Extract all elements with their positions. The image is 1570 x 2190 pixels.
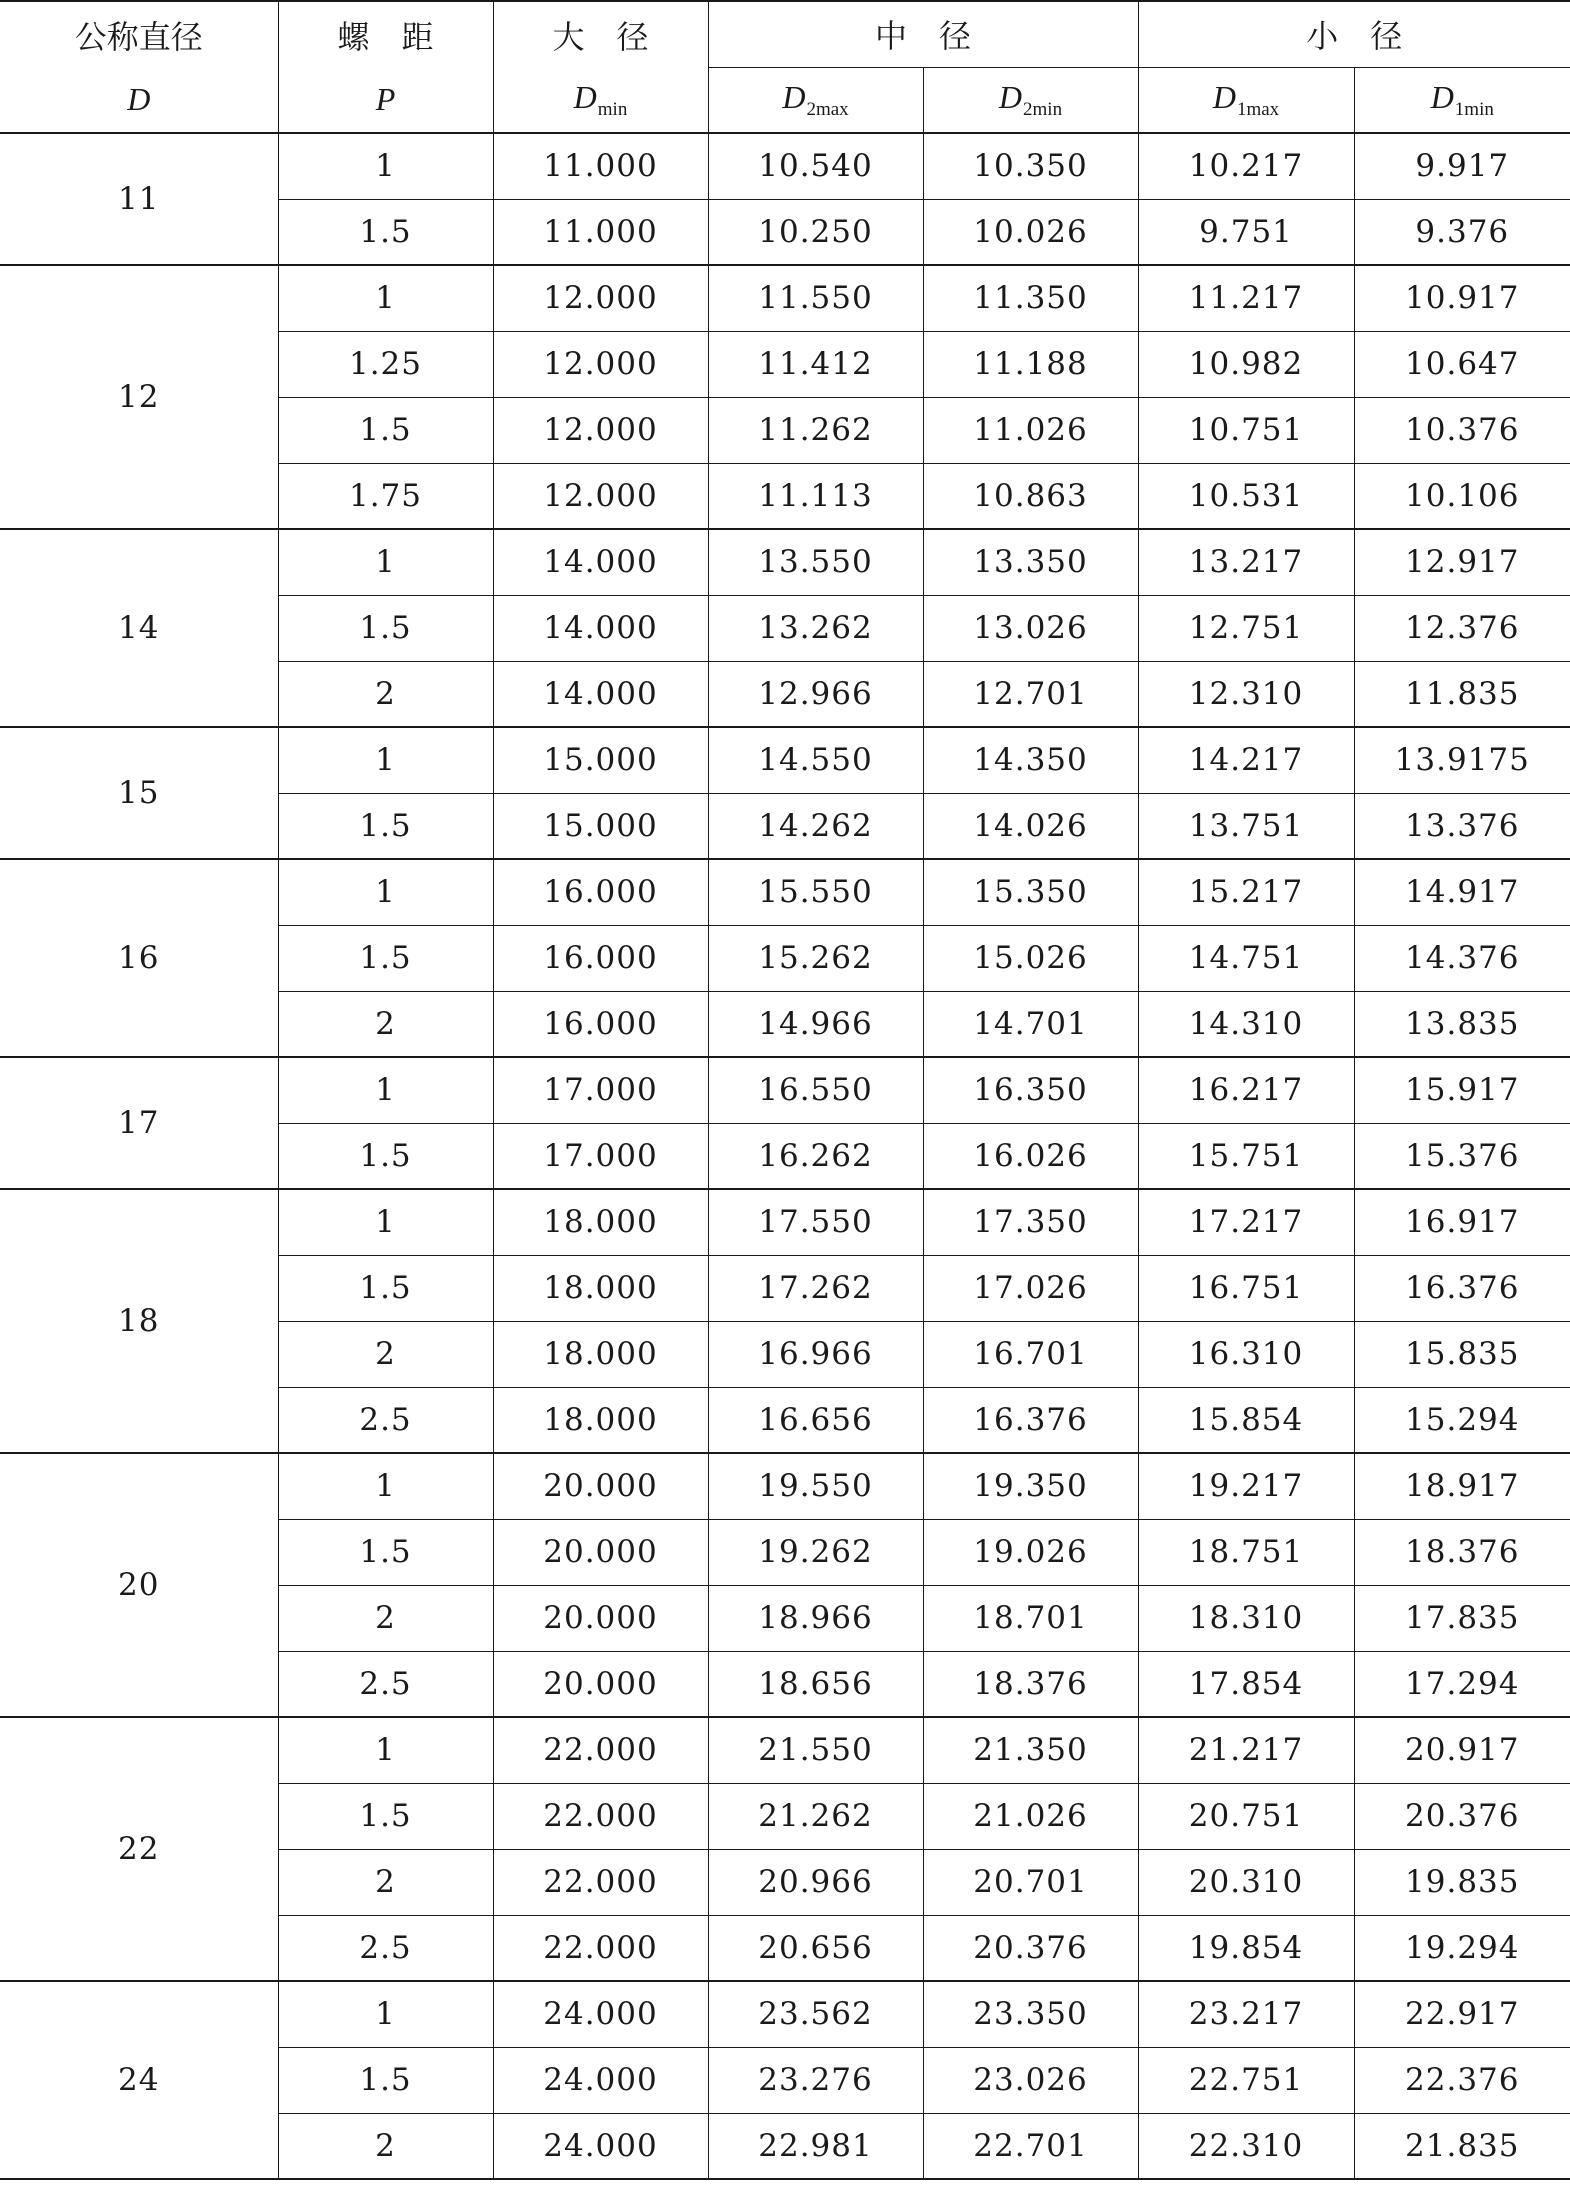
cell-d1min: 16.917 (1354, 1189, 1570, 1255)
cell-nominal-diameter: 16 (0, 859, 278, 1057)
cell-d2max: 20.966 (708, 1849, 923, 1915)
cell-major-min: 20.000 (493, 1519, 708, 1585)
cell-d1max: 22.310 (1138, 2113, 1354, 2179)
cell-pitch: 1.5 (278, 199, 493, 265)
cell-pitch: 1.5 (278, 1783, 493, 1849)
cell-d1min: 17.835 (1354, 1585, 1570, 1651)
cell-d2max: 16.262 (708, 1123, 923, 1189)
header-d1max-symbol: $D_{1max}$ (1138, 67, 1354, 133)
cell-pitch: 1 (278, 1981, 493, 2047)
cell-major-min: 22.000 (493, 1915, 708, 1981)
cell-pitch: 1.5 (278, 925, 493, 991)
cell-d1min: 10.106 (1354, 463, 1570, 529)
cell-d2min: 21.350 (923, 1717, 1138, 1783)
cell-d2max: 19.262 (708, 1519, 923, 1585)
cell-pitch: 1.5 (278, 1255, 493, 1321)
cell-major-min: 16.000 (493, 859, 708, 925)
cell-pitch: 1 (278, 1717, 493, 1783)
cell-d2max: 15.262 (708, 925, 923, 991)
cell-d2min: 16.026 (923, 1123, 1138, 1189)
cell-pitch: 1 (278, 859, 493, 925)
cell-d1min: 12.917 (1354, 529, 1570, 595)
table-row (0, 859, 1570, 925)
cell-d1max: 14.310 (1138, 991, 1354, 1057)
cell-nominal-diameter: 15 (0, 727, 278, 859)
cell-d1min: 19.294 (1354, 1915, 1570, 1981)
cell-d2max: 23.276 (708, 2047, 923, 2113)
table-row (0, 727, 1570, 793)
cell-d2min: 18.376 (923, 1651, 1138, 1717)
header-d2min-symbol: $D_{2min}$ (923, 67, 1138, 133)
cell-d2min: 23.350 (923, 1981, 1138, 2047)
cell-d1min: 17.294 (1354, 1651, 1570, 1717)
cell-pitch: 2 (278, 1585, 493, 1651)
cell-d1min: 13.835 (1354, 991, 1570, 1057)
cell-pitch: 2 (278, 661, 493, 727)
cell-d1max: 13.217 (1138, 529, 1354, 595)
cell-d1min: 15.294 (1354, 1387, 1570, 1453)
cell-d1max: 23.217 (1138, 1981, 1354, 2047)
cell-major-min: 14.000 (493, 529, 708, 595)
cell-d1min: 13.376 (1354, 793, 1570, 859)
cell-d2min: 10.350 (923, 133, 1138, 199)
cell-d2min: 12.701 (923, 661, 1138, 727)
cell-d1min: 10.917 (1354, 265, 1570, 331)
cell-major-min: 14.000 (493, 595, 708, 661)
cell-d2min: 16.376 (923, 1387, 1138, 1453)
cell-d2max: 23.562 (708, 1981, 923, 2047)
cell-d2max: 15.550 (708, 859, 923, 925)
cell-d1max: 12.310 (1138, 661, 1354, 727)
cell-d1min: 18.376 (1354, 1519, 1570, 1585)
cell-d2min: 19.026 (923, 1519, 1138, 1585)
cell-d2min: 22.701 (923, 2113, 1138, 2179)
cell-d2min: 18.701 (923, 1585, 1138, 1651)
table-row (0, 1057, 1570, 1123)
header-nominal-symbol: D (0, 67, 278, 133)
cell-d1max: 21.217 (1138, 1717, 1354, 1783)
cell-d2min: 14.026 (923, 793, 1138, 859)
cell-d2max: 16.550 (708, 1057, 923, 1123)
cell-d1min: 9.917 (1354, 133, 1570, 199)
cell-major-min: 22.000 (493, 1717, 708, 1783)
cell-d1min: 13.9175 (1354, 727, 1570, 793)
table-row (0, 1717, 1570, 1783)
cell-d2max: 20.656 (708, 1915, 923, 1981)
cell-major-min: 16.000 (493, 925, 708, 991)
cell-major-min: 24.000 (493, 1981, 708, 2047)
table-row (0, 1189, 1570, 1255)
cell-d1min: 16.376 (1354, 1255, 1570, 1321)
cell-major-min: 11.000 (493, 199, 708, 265)
cell-d1max: 15.217 (1138, 859, 1354, 925)
cell-d2min: 11.350 (923, 265, 1138, 331)
cell-d2min: 20.701 (923, 1849, 1138, 1915)
cell-d1min: 12.376 (1354, 595, 1570, 661)
cell-d2max: 14.966 (708, 991, 923, 1057)
table-header (0, 1, 1570, 133)
cell-d2min: 11.188 (923, 331, 1138, 397)
cell-major-min: 17.000 (493, 1123, 708, 1189)
cell-d1min: 22.376 (1354, 2047, 1570, 2113)
cell-nominal-diameter: 12 (0, 265, 278, 529)
cell-pitch: 2.5 (278, 1387, 493, 1453)
cell-pitch: 2 (278, 1849, 493, 1915)
cell-d2min: 16.350 (923, 1057, 1138, 1123)
cell-nominal-diameter: 14 (0, 529, 278, 727)
cell-pitch: 1.5 (278, 1123, 493, 1189)
cell-d1min: 14.376 (1354, 925, 1570, 991)
header-nominal-label: 公称直径 (0, 1, 278, 67)
cell-pitch: 1 (278, 1189, 493, 1255)
cell-d1max: 14.217 (1138, 727, 1354, 793)
cell-d2max: 17.262 (708, 1255, 923, 1321)
table-row (0, 1453, 1570, 1519)
header-d1min-symbol: $D_{1min}$ (1354, 67, 1570, 133)
cell-major-min: 20.000 (493, 1585, 708, 1651)
cell-d2max: 11.550 (708, 265, 923, 331)
cell-d2max: 10.540 (708, 133, 923, 199)
cell-d1max: 19.217 (1138, 1453, 1354, 1519)
header-pitch-label: 螺 距 (278, 1, 493, 67)
header-minor-diameter-label: 小 径 (1138, 1, 1570, 67)
cell-pitch: 2 (278, 991, 493, 1057)
cell-d1min: 15.376 (1354, 1123, 1570, 1189)
cell-major-min: 24.000 (493, 2047, 708, 2113)
cell-d1min: 15.917 (1354, 1057, 1570, 1123)
cell-pitch: 2.5 (278, 1651, 493, 1717)
cell-d1min: 9.376 (1354, 199, 1570, 265)
cell-d2max: 19.550 (708, 1453, 923, 1519)
cell-d1max: 10.531 (1138, 463, 1354, 529)
cell-pitch: 1.5 (278, 595, 493, 661)
cell-pitch: 2 (278, 2113, 493, 2179)
cell-d1max: 17.217 (1138, 1189, 1354, 1255)
cell-nominal-diameter: 22 (0, 1717, 278, 1981)
cell-nominal-diameter: 18 (0, 1189, 278, 1453)
cell-d2max: 16.966 (708, 1321, 923, 1387)
cell-major-min: 18.000 (493, 1189, 708, 1255)
cell-d2min: 13.026 (923, 595, 1138, 661)
table-row (0, 529, 1570, 595)
cell-d1max: 12.751 (1138, 595, 1354, 661)
table-body (0, 133, 1570, 2179)
cell-major-min: 15.000 (493, 793, 708, 859)
cell-d1max: 11.217 (1138, 265, 1354, 331)
cell-d2max: 14.262 (708, 793, 923, 859)
cell-nominal-diameter: 17 (0, 1057, 278, 1189)
header-major-symbol: $D_{min}$ (493, 67, 708, 133)
cell-d2max: 16.656 (708, 1387, 923, 1453)
cell-d1max: 20.751 (1138, 1783, 1354, 1849)
cell-d2min: 17.026 (923, 1255, 1138, 1321)
cell-nominal-diameter: 24 (0, 1981, 278, 2179)
cell-pitch: 1.5 (278, 397, 493, 463)
cell-major-min: 18.000 (493, 1321, 708, 1387)
cell-d2min: 14.701 (923, 991, 1138, 1057)
cell-d2max: 21.262 (708, 1783, 923, 1849)
cell-major-min: 22.000 (493, 1783, 708, 1849)
table-row (0, 133, 1570, 199)
cell-d2max: 10.250 (708, 199, 923, 265)
cell-d2min: 20.376 (923, 1915, 1138, 1981)
header-pitch-diameter-label: 中 径 (708, 1, 1138, 67)
cell-nominal-diameter: 11 (0, 133, 278, 265)
cell-d1max: 15.751 (1138, 1123, 1354, 1189)
cell-major-min: 15.000 (493, 727, 708, 793)
cell-d1max: 14.751 (1138, 925, 1354, 991)
cell-pitch: 1 (278, 1057, 493, 1123)
cell-major-min: 20.000 (493, 1651, 708, 1717)
cell-d1min: 20.376 (1354, 1783, 1570, 1849)
cell-d1min: 15.835 (1354, 1321, 1570, 1387)
cell-pitch: 1.5 (278, 2047, 493, 2113)
cell-pitch: 2.5 (278, 1915, 493, 1981)
cell-major-min: 12.000 (493, 265, 708, 331)
cell-d2max: 17.550 (708, 1189, 923, 1255)
cell-pitch: 1 (278, 529, 493, 595)
cell-d1max: 20.310 (1138, 1849, 1354, 1915)
cell-d1max: 22.751 (1138, 2047, 1354, 2113)
cell-d2max: 22.981 (708, 2113, 923, 2179)
cell-pitch: 1 (278, 1453, 493, 1519)
cell-d1max: 19.854 (1138, 1915, 1354, 1981)
cell-d1min: 22.917 (1354, 1981, 1570, 2047)
cell-d2max: 13.550 (708, 529, 923, 595)
cell-major-min: 22.000 (493, 1849, 708, 1915)
cell-d1max: 18.751 (1138, 1519, 1354, 1585)
cell-d1max: 16.310 (1138, 1321, 1354, 1387)
cell-major-min: 24.000 (493, 2113, 708, 2179)
cell-pitch: 2 (278, 1321, 493, 1387)
cell-d2max: 11.412 (708, 331, 923, 397)
header-d2max-symbol: $D_{2max}$ (708, 67, 923, 133)
cell-pitch: 1 (278, 265, 493, 331)
cell-major-min: 12.000 (493, 397, 708, 463)
cell-pitch: 1.5 (278, 1519, 493, 1585)
cell-major-min: 12.000 (493, 463, 708, 529)
cell-major-min: 18.000 (493, 1387, 708, 1453)
cell-d1max: 15.854 (1138, 1387, 1354, 1453)
cell-d1min: 14.917 (1354, 859, 1570, 925)
cell-d2min: 13.350 (923, 529, 1138, 595)
cell-d1min: 18.917 (1354, 1453, 1570, 1519)
cell-d1max: 10.217 (1138, 133, 1354, 199)
cell-nominal-diameter: 20 (0, 1453, 278, 1717)
cell-d1max: 10.751 (1138, 397, 1354, 463)
cell-pitch: 1.75 (278, 463, 493, 529)
cell-d1max: 16.217 (1138, 1057, 1354, 1123)
cell-d1max: 16.751 (1138, 1255, 1354, 1321)
cell-d1min: 21.835 (1354, 2113, 1570, 2179)
cell-d2min: 21.026 (923, 1783, 1138, 1849)
cell-d2min: 10.026 (923, 199, 1138, 265)
cell-d2max: 21.550 (708, 1717, 923, 1783)
cell-d2min: 14.350 (923, 727, 1138, 793)
cell-d1max: 9.751 (1138, 199, 1354, 265)
cell-major-min: 11.000 (493, 133, 708, 199)
cell-major-min: 12.000 (493, 331, 708, 397)
cell-major-min: 14.000 (493, 661, 708, 727)
cell-pitch: 1.25 (278, 331, 493, 397)
cell-d2min: 19.350 (923, 1453, 1138, 1519)
cell-major-min: 20.000 (493, 1453, 708, 1519)
cell-d2max: 12.966 (708, 661, 923, 727)
cell-major-min: 18.000 (493, 1255, 708, 1321)
cell-d2max: 11.113 (708, 463, 923, 529)
cell-pitch: 1.5 (278, 793, 493, 859)
table-row (0, 265, 1570, 331)
cell-d2max: 18.966 (708, 1585, 923, 1651)
cell-pitch: 1 (278, 133, 493, 199)
cell-d1max: 13.751 (1138, 793, 1354, 859)
cell-d1min: 20.917 (1354, 1717, 1570, 1783)
cell-major-min: 16.000 (493, 991, 708, 1057)
cell-d1min: 10.647 (1354, 331, 1570, 397)
cell-d2max: 18.656 (708, 1651, 923, 1717)
cell-d1max: 10.982 (1138, 331, 1354, 397)
cell-d2min: 11.026 (923, 397, 1138, 463)
cell-d2min: 15.026 (923, 925, 1138, 991)
cell-major-min: 17.000 (493, 1057, 708, 1123)
header-major-label: 大 径 (493, 1, 708, 67)
cell-d2min: 17.350 (923, 1189, 1138, 1255)
cell-d2min: 16.701 (923, 1321, 1138, 1387)
cell-d2min: 10.863 (923, 463, 1138, 529)
cell-d1max: 18.310 (1138, 1585, 1354, 1651)
cell-d1min: 10.376 (1354, 397, 1570, 463)
cell-d2min: 23.026 (923, 2047, 1138, 2113)
cell-pitch: 1 (278, 727, 493, 793)
table-row (0, 1981, 1570, 2047)
cell-d2min: 15.350 (923, 859, 1138, 925)
cell-d2max: 14.550 (708, 727, 923, 793)
header-pitch-symbol: P (278, 67, 493, 133)
cell-d2max: 13.262 (708, 595, 923, 661)
cell-d1max: 17.854 (1138, 1651, 1354, 1717)
cell-d1min: 11.835 (1354, 661, 1570, 727)
cell-d2max: 11.262 (708, 397, 923, 463)
cell-d1min: 19.835 (1354, 1849, 1570, 1915)
